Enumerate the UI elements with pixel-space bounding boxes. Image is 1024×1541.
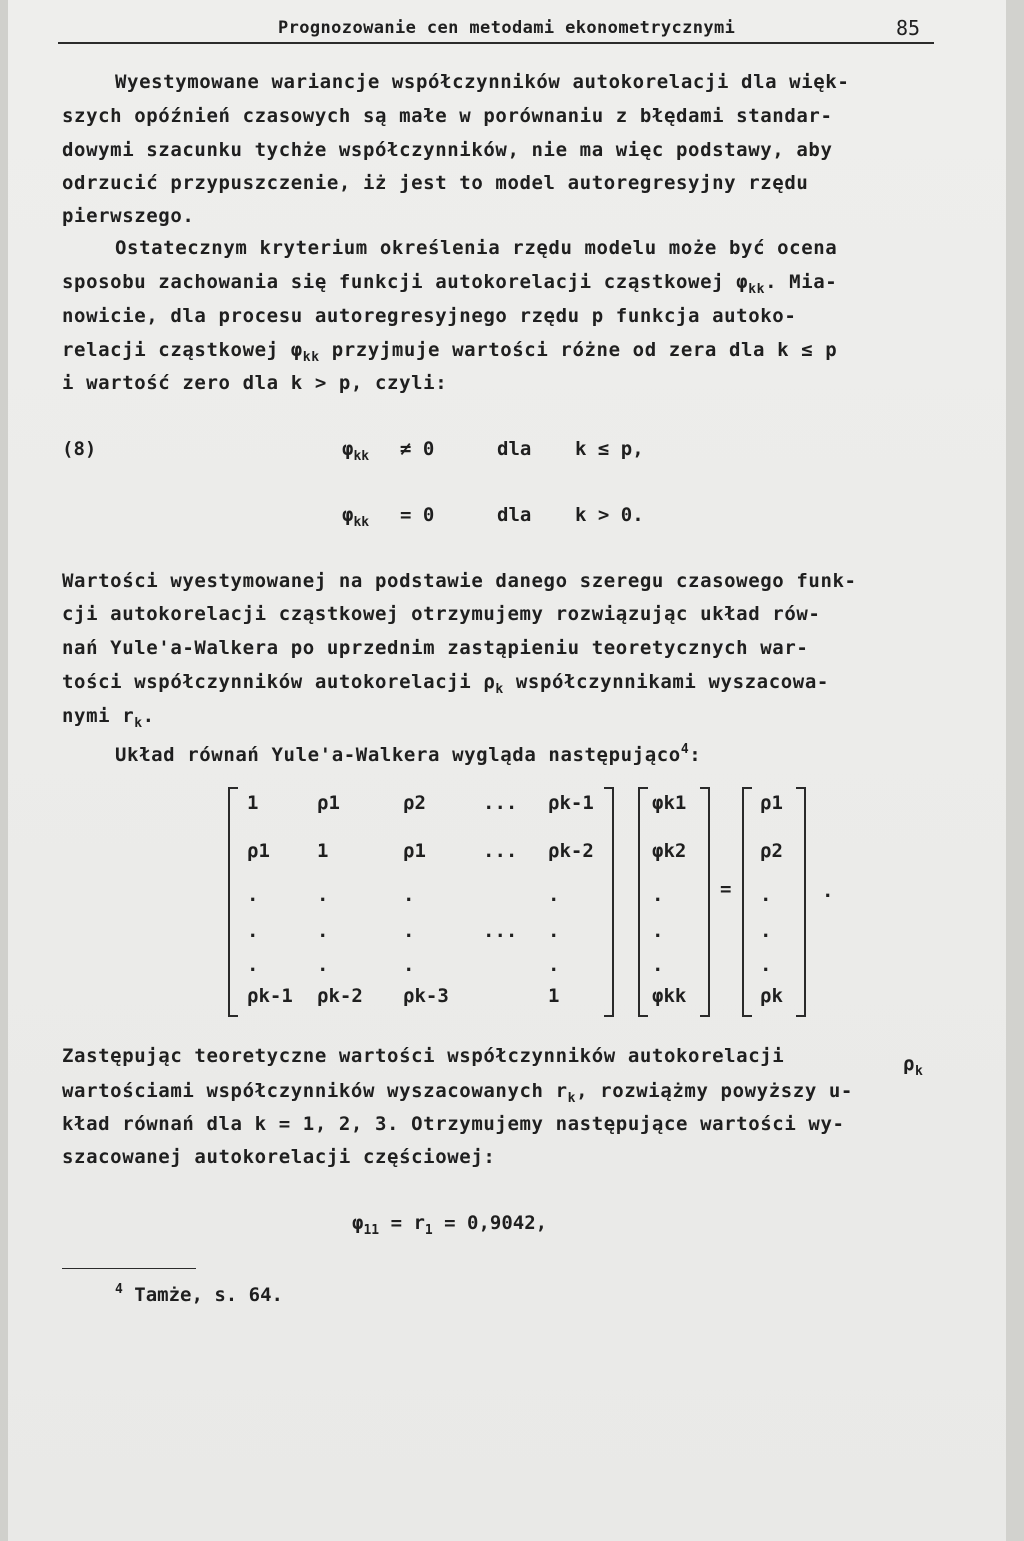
- matrix-a-cell: .: [247, 884, 259, 906]
- p2-line-3: nowicie, dla procesu autoregresyjnego rzędu p funkcja autoko-: [62, 305, 797, 327]
- matrix-a-cell: .: [247, 920, 259, 942]
- vector-rho-cell: .: [760, 884, 772, 906]
- p3-line-1: Wartości wyestymowanej na podstawie danego szeregu czasowego funk-: [62, 570, 857, 592]
- running-title: Prognozowanie cen metodami ekonometrycznymi: [278, 18, 736, 38]
- footnote-text: Tamże, s. 64.: [134, 1284, 283, 1306]
- p2-line-4-tail: przyjmuje wartości różne od zera dla k ≤ p: [331, 339, 838, 361]
- subscript-kk: kk: [748, 282, 766, 297]
- vector-rho-cell: .: [760, 920, 772, 942]
- vector-rho-left-bracket: [742, 787, 752, 1017]
- vector-phi-cell: φkk: [652, 985, 687, 1007]
- page-edge-right: [1006, 0, 1024, 1541]
- matrix-a-cell: .: [548, 954, 560, 976]
- result-equation: [352, 1212, 547, 1238]
- p4-line: Układ równań Yule'a-Walkera wygląda następująco$^4$:: [115, 742, 702, 766]
- p5-line-2-tail: , rozwiążmy powyższy u-: [576, 1080, 853, 1102]
- rho-symbol: ρ: [903, 1053, 916, 1075]
- p3-line-4-tail: współczynnikami wyszacowa-: [515, 671, 829, 693]
- equals-sign: =: [720, 878, 732, 900]
- footnote: [115, 1282, 283, 1306]
- matrix-a-cell: 1: [317, 840, 329, 862]
- vector-rho-cell: ρ1: [760, 792, 783, 814]
- matrix-a-cell: .: [548, 884, 560, 906]
- vector-rho-cell: ρ2: [760, 840, 783, 862]
- matrix-a-right-bracket: [604, 787, 614, 1017]
- matrix-a-cell: .: [403, 920, 415, 942]
- p5-line-3: kład równań dla k = 1, 2, 3. Otrzymujemy następujące wartości wy-: [62, 1113, 845, 1135]
- header-rule: [58, 42, 934, 44]
- subscript: 1: [424, 1223, 433, 1238]
- result-value: = 0,9042,: [444, 1212, 548, 1234]
- page-number: 85: [896, 16, 921, 40]
- p2-line-2-text: sposobu zachowania się funkcji autokorelacji cząstkowej φ: [62, 271, 749, 293]
- p2-line-2: sposobu zachowania się funkcji autokorelacji cząstkowej $\varphi_{kk}$. Mia-: [62, 271, 838, 297]
- phi-symbol: φ: [342, 438, 354, 460]
- p5-line-1-rho: [903, 1048, 923, 1088]
- page-edge-left: [0, 0, 8, 1541]
- eq8-line2-rel: = 0: [400, 504, 435, 526]
- subscript-k: k: [134, 716, 143, 731]
- matrix-a-cell: 1: [548, 985, 560, 1007]
- footnote-rule: [62, 1268, 196, 1269]
- subscript-k: k: [495, 682, 504, 697]
- matrix-a-cell: ρ1: [247, 840, 270, 862]
- p2-line-4-text: relacji cząstkowej φ: [62, 339, 303, 361]
- matrix-a-cell: .: [317, 920, 329, 942]
- vector-phi-right-bracket: [700, 787, 710, 1017]
- eq8-line1-cond: dla: [497, 438, 532, 460]
- p3-line-4-text: tości współczynników autokorelacji ρ: [62, 671, 496, 693]
- matrix-a-cell: .: [548, 920, 560, 942]
- eq8-line1-rel: ≠ 0: [400, 438, 435, 460]
- p2-line-5: i wartość zero dla k > p, czyli:: [62, 372, 448, 394]
- vector-rho-cell: ρk: [760, 985, 783, 1007]
- vector-rho-cell: .: [760, 954, 772, 976]
- p2-line-1: Ostatecznym kryterium określenia rzędu modelu może być ocena: [115, 237, 838, 259]
- phi-symbol: φ: [352, 1212, 364, 1234]
- subscript-k: k: [915, 1064, 924, 1079]
- matrix-a-cell: ρk-2: [548, 840, 594, 862]
- matrix-a-cell: 1: [247, 792, 259, 814]
- subscript: 11: [363, 1223, 380, 1238]
- equation-label: (8): [62, 438, 97, 460]
- subscript: kk: [353, 515, 370, 530]
- p2-line-2-tail: Mia-: [789, 271, 838, 293]
- matrix-a-cell: ρk-2: [317, 985, 363, 1007]
- matrix-a-cell: ρ1: [317, 792, 340, 814]
- matrix-a-cell: ...: [483, 792, 518, 814]
- eq8-line2-lhs: [342, 504, 369, 530]
- vector-rho-right-bracket: [796, 787, 806, 1017]
- p3-line-3: nań Yule'a-Walkera po uprzednim zastąpieniu teoretycznych war-: [62, 637, 809, 659]
- eq8-line1-range: k ≤ p,: [575, 438, 644, 460]
- footnote-ref: 4: [680, 742, 690, 757]
- p1-line-2: szych opóźnień czasowych są małe w porównaniu z błędami standar-: [62, 105, 833, 127]
- vector-phi-cell: .: [652, 884, 664, 906]
- result-mid: = r: [390, 1212, 425, 1234]
- matrix-a-cell: .: [317, 954, 329, 976]
- matrix-a-cell: ...: [483, 840, 518, 862]
- p5-line-2-text: wartościami współczynników wyszacowanych r: [62, 1080, 568, 1102]
- matrix-a-cell: ρ1: [403, 840, 426, 862]
- matrix-a-cell: ρk-1: [548, 792, 594, 814]
- eq8-line2-range: k > 0.: [575, 504, 644, 526]
- p3-line-2: cji autokorelacji cząstkowej otrzymujemy rozwiązując układ rów-: [62, 603, 821, 625]
- eq8-line1-lhs: [342, 438, 369, 464]
- p3-line-4: [62, 666, 829, 706]
- phi-symbol: φ: [342, 504, 354, 526]
- matrix-a-cell: .: [317, 884, 329, 906]
- subscript-k: k: [567, 1091, 577, 1106]
- vector-phi-cell: .: [652, 920, 664, 942]
- matrix-a-cell: ρk-1: [247, 985, 293, 1007]
- p5-line-4: szacowanej autokorelacji częściowej:: [62, 1146, 496, 1168]
- vector-phi-cell: .: [652, 954, 664, 976]
- matrix-a-left-bracket: [228, 787, 238, 1017]
- p1-line-5: pierwszego.: [62, 205, 195, 227]
- p4-text: Układ równań Yule'a-Walkera wygląda następująco: [115, 744, 681, 766]
- p1-line-3: dowymi szacunku tychże współczynników, nie ma więc podstawy, aby: [62, 139, 833, 161]
- subscript: kk: [353, 449, 370, 464]
- p3-line-5-tail: .: [142, 705, 155, 727]
- p3-line-5-text: nymi r: [62, 705, 135, 727]
- matrix-a-cell: .: [403, 954, 415, 976]
- vector-phi-cell: φk1: [652, 792, 687, 814]
- vector-phi-left-bracket: [638, 787, 648, 1017]
- vector-phi-cell: φk2: [652, 840, 687, 862]
- p5-line-1: Zastępując teoretyczne wartości współczynników autokorelacji: [62, 1045, 785, 1067]
- footnote-mark: 4: [115, 1282, 123, 1297]
- matrix-end-dot: .: [822, 880, 834, 902]
- p1-line-4: odrzucić przypuszczenie, iż jest to model autoregresyjny rzędu: [62, 172, 809, 194]
- eq8-line2-cond: dla: [497, 504, 532, 526]
- matrix-a-cell: ρk-3: [403, 985, 449, 1007]
- matrix-a-cell: .: [403, 884, 415, 906]
- matrix-a-cell: ...: [483, 920, 518, 942]
- matrix-a-cell: .: [247, 954, 259, 976]
- subscript-kk: kk: [302, 350, 320, 365]
- matrix-a-cell: ρ2: [403, 792, 426, 814]
- p1-line-1: Wyestymowane wariancje współczynników autokorelacji dla więk-: [115, 71, 850, 93]
